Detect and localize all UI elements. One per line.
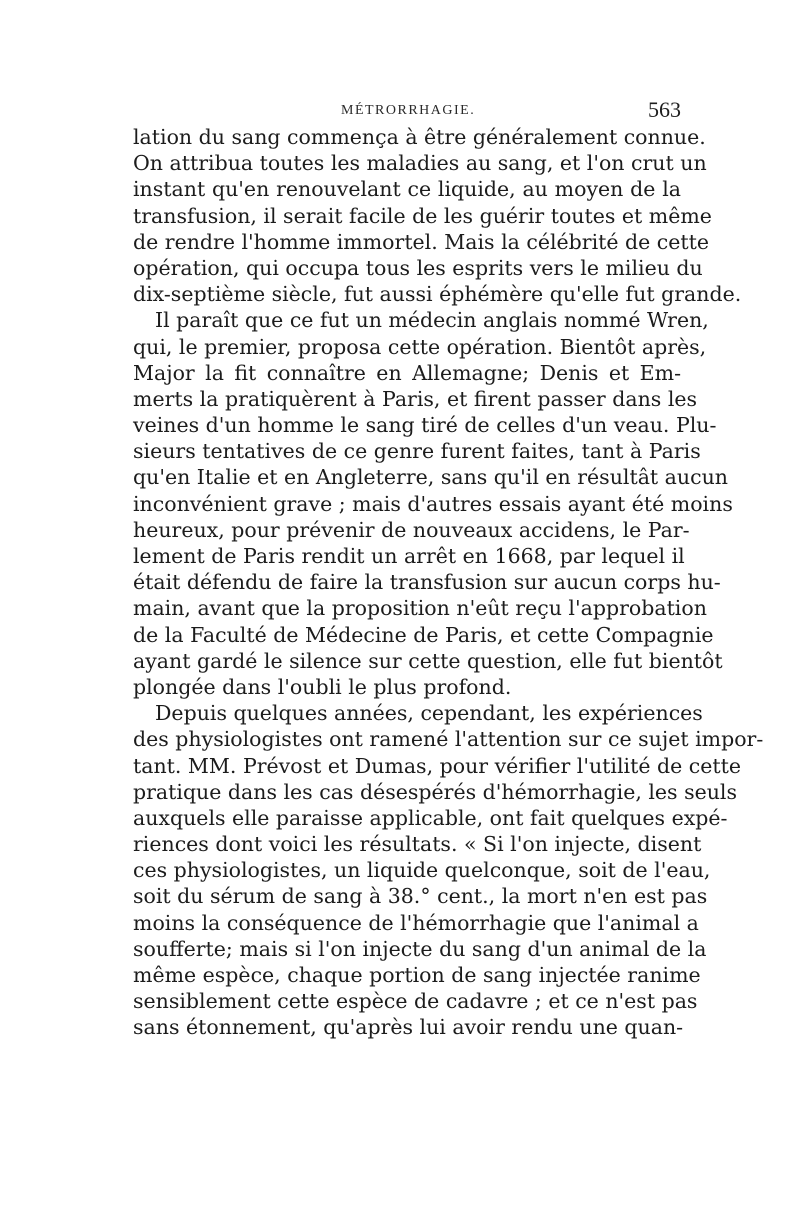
text-line: plongée dans l'oubli le plus profond. (133, 674, 512, 699)
body-text (133, 124, 764, 1041)
text-line: soit du sérum de sang à 38.° cent., la mort n'en est pas (133, 884, 708, 909)
text-line: dix-septième siècle, fut aussi éphémère qu'elle fut grande. (133, 282, 742, 307)
text-line: Depuis quelques années, cependant, les expériences (155, 701, 703, 726)
text-line: qui, le premier, proposa cette opération. Bientôt après, (133, 334, 707, 359)
text-line: de la Faculté de Médecine de Paris, et cette Compagnie (133, 622, 714, 647)
page-number: 563 (648, 97, 681, 122)
text-line: auxquels elle paraisse applicable, ont fait quelques expé- (133, 805, 728, 830)
running-head (133, 99, 685, 125)
text-line: soufferte; mais si l'on injecte du sang d'un animal de la (133, 936, 707, 961)
text-line: merts la pratiquèrent à Paris, et firent passer dans les (133, 386, 698, 411)
text-line: moins la conséquence de l'hémorrhagie que l'animal a (133, 910, 699, 935)
text-line: sensiblement cette espèce de cadavre ; et ce n'est pas (133, 989, 698, 1014)
text-line: ayant gardé le silence sur cette question, elle fut bientôt (133, 648, 723, 673)
text-line: sieurs tentatives de ce genre furent faites, tant à Paris (133, 439, 701, 464)
text-line: pratique dans les cas désespérés d'hémorrhagie, les seuls (133, 779, 738, 804)
text-line: lement de Paris rendit un arrêt en 1668, par lequel il (133, 544, 685, 568)
text-line: riences dont voici les résultats. « Si l'on injecte, disent (133, 832, 702, 857)
text-line: opération, qui occupa tous les esprits vers le milieu du (133, 255, 703, 280)
text-line: transfusion, il serait facile de les guérir toutes et même (133, 203, 712, 228)
text-line: Major la fit connaître en Allemagne; Denis et Em- (133, 360, 681, 385)
text-line: main, avant que la proposition n'eût reçu l'approbation (133, 596, 707, 621)
text-line: instant qu'en renouvelant ce liquide, au moyen de la (133, 177, 681, 202)
text-line: On attribua toutes les maladies au sang, et l'on crut un (133, 151, 707, 176)
text-line: Il paraît que ce fut un médecin anglais nommé Wren, (155, 308, 709, 333)
text-line: ces physiologistes, un liquide quelconque, soit de l'eau, (133, 858, 711, 883)
running-title: MÉTRORRHAGIE. (341, 103, 476, 118)
text-line: tant. MM. Prévost et Dumas, pour vérifier l'utilité de cette (133, 753, 741, 778)
text-line: même espèce, chaque portion de sang injectée ranime (133, 963, 701, 987)
text-line: sans étonnement, qu'après lui avoir rendu une quan- (133, 1015, 684, 1040)
text-line: était défendu de faire la transfusion sur aucun corps hu- (133, 570, 721, 595)
text-line: inconvénient grave ; mais d'autres essais ayant été moins (133, 491, 733, 516)
text-line: heureux, pour prévenir de nouveaux accidens, le Par- (133, 517, 690, 542)
text-line: de rendre l'homme immortel. Mais la célébrité de cette (133, 229, 710, 254)
text-line: qu'en Italie et en Angleterre, sans qu'il en résultât aucun (133, 465, 728, 490)
text-line: des physiologistes ont ramené l'attention sur ce sujet impor- (133, 727, 764, 752)
text-line: veines d'un homme le sang tiré de celles d'un veau. Plu- (133, 413, 717, 438)
text-line: lation du sang commença à être généralement connue. (133, 125, 706, 149)
